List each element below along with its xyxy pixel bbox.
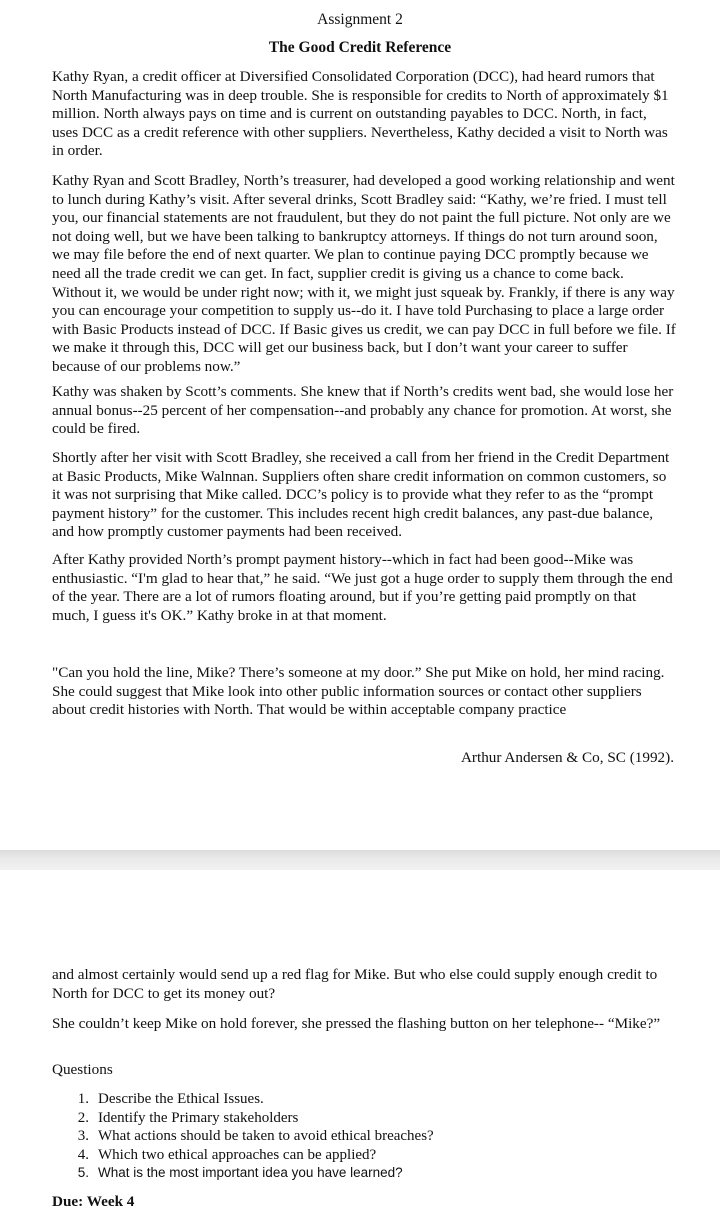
question-text: Identify the Primary stakeholders xyxy=(98,1109,299,1126)
question-number: 2. xyxy=(77,1109,89,1126)
question-text: Which two ethical approaches can be applied? xyxy=(98,1146,377,1163)
question-item xyxy=(52,1090,672,1109)
assignment-label: Assignment 2 xyxy=(317,11,403,28)
paragraph: Shortly after her visit with Scott Bradley, she received a call from her friend in the Credit Department at Basic Products, Mike Walnnan. Suppliers often share credit information on common customers, so it was not surprising that Mike called. DCC’s policy is to provide what they refer to as the “prompt payment history” for the customer. This includes recent high credit balances, any past-due balance, and how promptly customer payments had been received. xyxy=(52,449,670,541)
paragraph: Kathy Ryan, a credit officer at Diversified Consolidated Corporation (DCC), had heard rumors that North Manufacturing was in deep trouble. She is responsible for credits to North of approximately $1 million. North always pays on time and is current on outstanding payables to DCC. North, in fact, uses DCC as a credit reference with other suppliers. Nevertheless, Kathy decided a visit to North was in order. xyxy=(52,68,669,160)
question-text: Describe the Ethical Issues. xyxy=(98,1091,264,1107)
source-credit: Arthur Andersen & Co, SC (1992). xyxy=(460,749,674,766)
question-item xyxy=(52,1164,672,1183)
paragraph: Kathy Ryan and Scott Bradley, North’s treasurer, had developed a good working relationship and went to lunch during Kathy’s visit. After several drinks, Scott Bradley said: “Kathy, we’re fried. I must tell you, our financial statements are not fraudulent, but they do not paint the full picture. Not only are we not doing well, but we have been talking to bankruptcy attorneys. If things do not turn around soon, we may file before the end of next quarter. We plan to continue paying DCC promptly because we need all the trade credit we can get. In fact, supplier credit is giving us a chance to come back. Without it, we would be under right now; with it, we might just squeak by. Frankly, if there is any way you can encourage your competition to supply us--do it. I have told Purchasing to place a large order with Basic Products instead of DCC. If Basic gives us credit, we can pay DCC in full before we file. If we make it through this, DCC will get our business back, but I don’t want your career to suffer because of our problems now.” xyxy=(52,172,676,375)
case-title: The Good Credit Reference xyxy=(268,39,452,56)
question-item xyxy=(52,1127,672,1146)
paragraph: "Can you hold the line, Mike? There’s someone at my door.” She put Mike on hold, her mind racing. She could suggest that Mike look into other public information sources or contact other suppliers about credit histories with North. That would be within acceptable company practice xyxy=(52,664,665,719)
paragraph: and almost certainly would send up a red flag for Mike. But who else could supply enough credit to North for DCC to get its money out? xyxy=(52,966,658,1002)
questions-heading: Questions xyxy=(52,1061,113,1078)
question-item xyxy=(52,1109,672,1128)
question-number: 4. xyxy=(77,1146,89,1163)
page-break xyxy=(0,850,720,870)
paragraph: She couldn’t keep Mike on hold forever, she pressed the flashing button on her telephone-- “Mike?” xyxy=(52,1015,661,1032)
question-number: 5. xyxy=(77,1165,89,1181)
question-number: 3. xyxy=(77,1128,89,1145)
question-text: What is the most important idea you have learned? xyxy=(98,1165,403,1181)
due-date: Due: Week 4 xyxy=(52,1193,135,1210)
questions-list xyxy=(52,1090,672,1183)
question-number: 1. xyxy=(77,1091,89,1107)
document-page-2 xyxy=(0,870,720,1218)
question-text: What actions should be taken to avoid ethical breaches? xyxy=(98,1128,434,1145)
paragraph: After Kathy provided North’s prompt payment history--which in fact had been good--Mike was enthusiastic. “I'm glad to hear that,” he said. “We just got a huge order to supply them through the end of the year. There are a lot of rumors floating around, but if you’re getting paid promptly on that much, I guess it's OK.” Kathy broke in at that moment. xyxy=(52,551,673,624)
question-item xyxy=(52,1146,672,1165)
paragraph: Kathy was shaken by Scott’s comments. She knew that if North’s credits went bad, she would lose her annual bonus--25 percent of her compensation--and probably any chance for promotion. At worst, she could be fired. xyxy=(52,383,674,438)
